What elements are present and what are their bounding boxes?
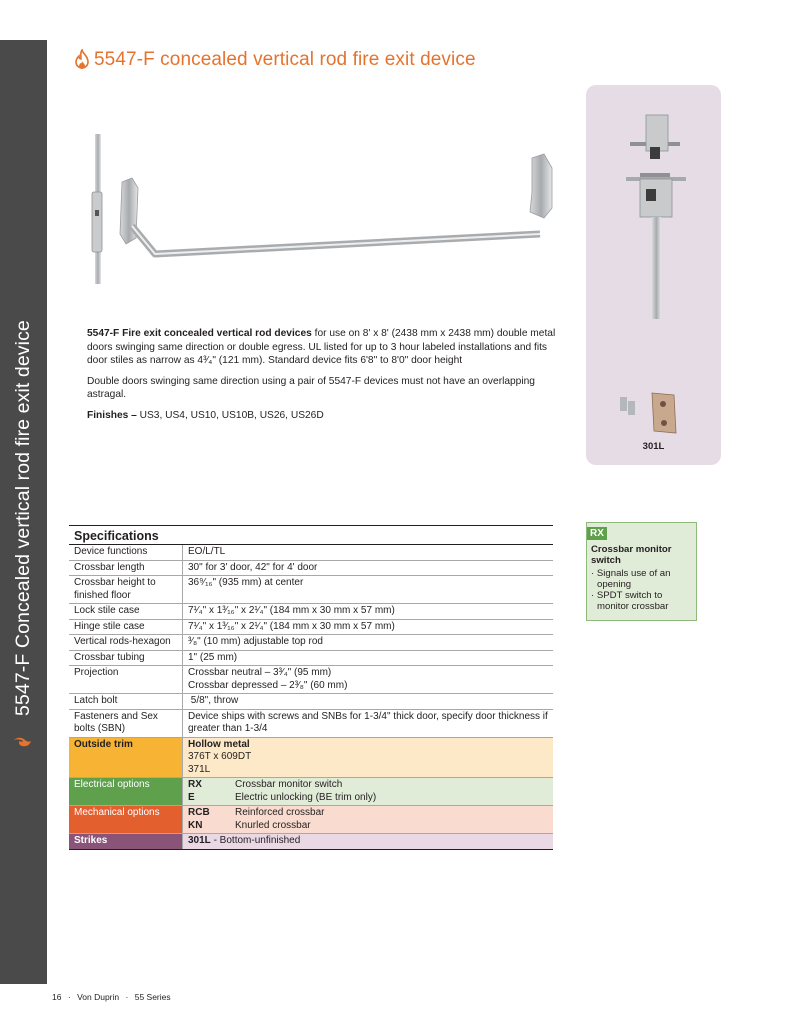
option-desc: Electric unlocking (BE trim only) — [235, 791, 377, 803]
rx-feature: · Signals use of an opening — [591, 568, 671, 590]
option-desc: Crossbar monitor switch — [235, 779, 343, 790]
spec-label: Vertical rods-hexagon — [69, 635, 183, 650]
spec-row — [69, 694, 553, 710]
spec-label: Crossbar length — [69, 561, 183, 576]
specifications-title: Specifications — [69, 526, 553, 545]
option-code: RCB — [188, 807, 210, 818]
spec-value: 1" (25 mm) — [188, 651, 238, 663]
spec-value: 7¹⁄₄" x 1³⁄₁₆" x 2¹⁄₄" (184 mm x 30 mm x 57 mm) — [188, 605, 395, 616]
spec-label: Crossbar height to finished floor — [69, 576, 183, 603]
side-title: 5547-F Concealed vertical rod fire exit device — [12, 320, 34, 716]
spec-value: EO/L/TL — [188, 546, 226, 557]
exit-device-photo — [70, 126, 567, 291]
spec-label: Latch bolt — [69, 694, 183, 709]
option-line — [188, 779, 548, 792]
spec-label: Fasteners and Sex bolts (SBN) — [69, 710, 183, 737]
mechanical-options-values — [183, 806, 553, 833]
description-text: for use on 8' x 8' (2438 mm x 2438 mm) double metal doors swinging same direction or double egress. UL listed for up to 3 hour labeled installations and fits door stiles as narrow as 4³⁄₄" (121 mm). Standard device fits 6'8" to 8'0" door height — [87, 328, 556, 366]
electrical-options-row — [69, 778, 553, 806]
spec-row — [69, 635, 553, 651]
spec-row — [69, 576, 553, 604]
option-code: KN — [188, 819, 203, 831]
page-footer — [52, 992, 175, 1002]
rx-feature: · SPDT switch to monitor crossbar — [591, 590, 669, 612]
specifications-table — [69, 525, 553, 850]
description-lead: 5547-F Fire exit concealed vertical rod devices — [87, 328, 312, 339]
mechanical-options-row — [69, 806, 553, 834]
rx-option-box — [586, 522, 697, 621]
outside-trim-label: Outside trim — [69, 738, 183, 778]
strike-desc: - Bottom-unfinished — [210, 835, 301, 846]
strikes-label: Strikes — [69, 834, 183, 849]
spec-label: Projection — [69, 666, 183, 693]
electrical-options-values — [183, 778, 553, 805]
strike-label: 301L — [642, 441, 665, 452]
footer-series: 55 Series — [134, 992, 171, 1002]
page-title: 5547-F concealed vertical rod fire exit device — [94, 49, 476, 70]
finishes-values: US3, US4, US10, US10B, US26, US26D — [136, 409, 324, 421]
strikes-values — [183, 834, 553, 849]
description-paragraph: Double doors swinging same direction using a pair of 5547-F devices must not have an overlapping astragal. — [87, 375, 535, 400]
top-latch-photo — [586, 85, 721, 335]
rx-feature-text: Signals use of an opening — [596, 568, 671, 590]
mechanical-options-label: Mechanical options — [69, 806, 183, 833]
description-paragraph — [87, 327, 557, 368]
footer-separator: · — [67, 992, 71, 1002]
strike-photo — [586, 385, 721, 445]
outside-trim-item: 371L — [188, 763, 211, 775]
spec-value — [183, 666, 553, 693]
option-desc: Knurled crossbar — [235, 819, 311, 831]
outside-trim-values — [183, 738, 553, 778]
flame-icon — [11, 728, 33, 750]
spec-row — [69, 561, 553, 577]
rx-title: Crossbar monitor switch — [591, 544, 672, 566]
spec-row — [69, 666, 553, 694]
flame-icon — [73, 49, 91, 71]
spec-label: Crossbar tubing — [69, 651, 183, 666]
outside-trim-title: Hollow metal — [188, 738, 250, 750]
spec-value: ³⁄₈" (10 mm) adjustable top rod — [188, 636, 323, 647]
projection-neutral: Crossbar neutral – 3³⁄₄" (95 mm) — [188, 667, 332, 678]
electrical-options-label: Electrical options — [69, 778, 183, 805]
footer-separator: · — [125, 992, 129, 1002]
product-description — [87, 327, 557, 429]
page-number: 16 — [52, 992, 62, 1002]
spec-value: Device ships with screws and SNBs for 1-3/4" thick door, specify door thickness if greater than 1-3/4 — [188, 710, 548, 734]
strike-code: 301L — [188, 835, 211, 846]
spec-value: 36⁹⁄₁₆" (935 mm) at center — [188, 577, 304, 588]
spec-label: Lock stile case — [69, 604, 183, 619]
option-desc: Reinforced crossbar — [235, 807, 325, 818]
strikes-row — [69, 834, 553, 849]
finishes-label: Finishes – — [87, 409, 137, 421]
spec-value: 30" for 3' door, 42" for 4' door — [188, 561, 318, 573]
spec-row — [69, 604, 553, 620]
rx-feature-list — [587, 566, 696, 612]
spec-value: 5/8", throw — [188, 695, 239, 706]
option-line — [188, 807, 548, 820]
spec-row — [69, 710, 553, 738]
option-line — [188, 820, 548, 833]
spec-row — [69, 651, 553, 667]
spec-row — [69, 545, 553, 561]
page-heading — [73, 49, 476, 71]
rx-feature-text: SPDT switch to monitor crossbar — [596, 590, 669, 612]
option-code: RX — [188, 779, 202, 790]
footer-brand: Von Duprin — [77, 992, 120, 1002]
option-line — [188, 792, 548, 805]
finishes-line — [87, 409, 557, 423]
spec-label: Hinge stile case — [69, 620, 183, 635]
spec-row — [69, 620, 553, 636]
outside-trim-row — [69, 738, 553, 779]
hardware-panel — [586, 85, 721, 465]
rx-tag: RX — [587, 527, 607, 540]
outside-trim-item: 376T x 609DT — [188, 751, 252, 762]
projection-depressed: Crossbar depressed – 2³⁄₈" (60 mm) — [188, 679, 348, 691]
spec-value: 7¹⁄₄" x 1³⁄₁₆" x 2¹⁄₄" (184 mm x 30 mm x 57 mm) — [188, 620, 395, 632]
option-code: E — [188, 791, 195, 803]
spec-label: Device functions — [69, 545, 183, 560]
